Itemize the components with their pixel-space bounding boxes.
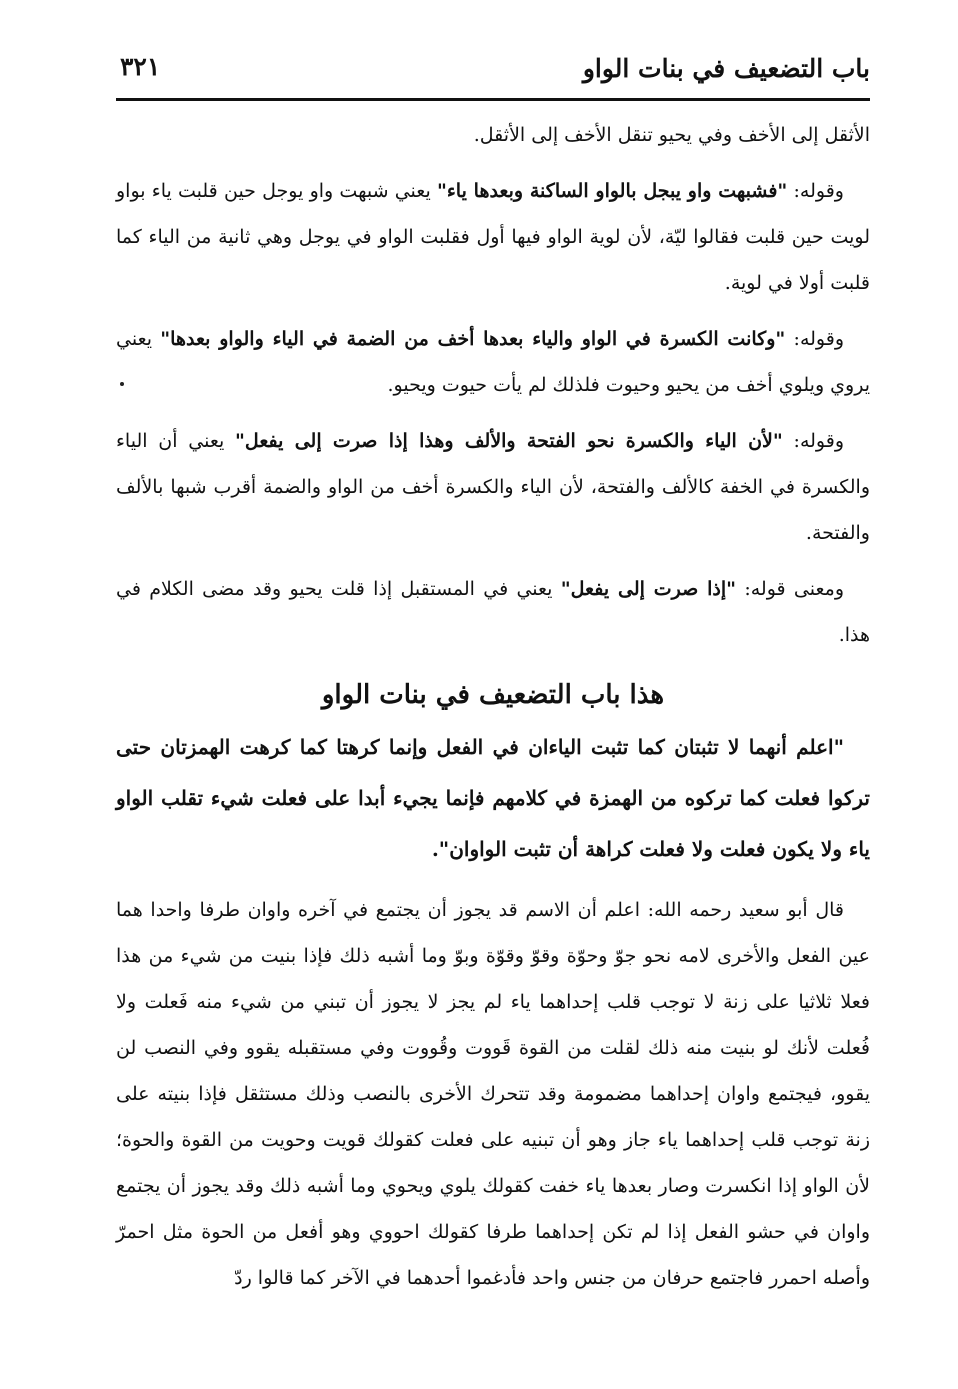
section-heading: هذا باب التضعيف في بنات الواو [321,680,665,710]
p5-quote: "إذا صرت إلى يفعل" [560,578,737,600]
paragraph-1: الأثقل إلى الأخف وفي يحيو تنقل الأخف إلى الأثقل. [473,124,870,146]
p2-rest: يعني شبهت واو يوجل حين قلبت ياء بواو لويت حين قلبت فقالوا ليّة، لأن لوية الواو فيها أول فقلبت الواو في يوجل وهي ثانية من الياء كما قلبت أولا في لوية. [116,180,870,294]
p3-rest: يعني يروي ويلوي أخف من يحيو وحيوت فلذلك لم يأت حيوت ويحيو. [116,328,870,396]
p5-rest: يعني في المستقبل إذا قلت يحيو وقد مضى الكلام في هذا. [116,578,870,646]
p3-quote: "وكانت الكسرة في الواو والياء بعدها أخف من الضمة في الياء والواو بعدها" [160,328,786,350]
paragraph-2 [116,168,870,306]
p4-quote: "لأن الياء والكسرة نحو الفتحة والألف وهذا إذا صرت إلى يفعل" [235,430,783,452]
running-header [116,40,870,101]
p2-intro: وقوله: [787,180,844,202]
p2-quote: "فشبهت واو يبجل بالواو الساكنة وبعدها ياء" [436,180,788,202]
p3-intro: وقوله: [785,328,844,350]
paragraph-5 [116,566,870,658]
p4-rest: يعني أن الياء والكسرة في الخفة كالألف والفتحة، لأن الياء والكسرة أخف من الواو والضمة أقرب شبها بالألف والفتحة. [116,430,870,544]
page-number: ٣٢١ [120,52,161,81]
paragraph-3 [116,316,870,408]
chapter-title: باب التضعيف في بنات الواو [582,54,870,83]
commentary-paragraph: قال أبو سعيد رحمه الله: اعلم أن الاسم قد يجوز أن يجتمع في آخره واوان طرفا واحدا هما عين الفعل والأخرى لامه نحو جوّ وحوّة وقوّ وقوّة وبوّ وما أشبه ذلك فإذا بنيت من شيء من هذا فعلا ثلاثيا على زنة لا توجب قلب إحداهما ياء لم يجز لا يجوز أن تبني من شيء منه فَعلت ولا فُعلت لأنك لو بنيت منه ذلك لقلت من القوة قَووت وقُووت وفي مستقبله يقوو وفي النصب لن يقوو، فيجتمع واوان إحداهما مضمومة وقد تتحرك الأخرى بالنصب وذلك مستثقل فإذا بنيته على زنة توجب قلب إحداهما ياء جاز وهو أن تبنيه على فعلت كقولك قويت وحويت من القوة والحوة؛ لأن الواو إذا انكسرت وصار بعدها ياء خفت كقولك يلوي ويحوي وما أشبه ذلك وقد يجوز أن يجتمع واوان في حشو الفعل إذا لم تكن إحداهما طرفا كقولك احووي وهو أفعل من الحوة مثل احمرّ وأصله احمرر فاجتمع حرفان من جنس واحد فأدغموا أحدهما في الآخر كما قالوا ردّ [116,899,870,1289]
p5-intro: ومعنى قوله: [736,578,844,600]
page-content [116,112,870,1311]
p4-intro: وقوله: [782,430,844,452]
section-quote: "اعلم أنهما لا تثبتان كما تثبت الياءان في الفعل وإنما كرهتا كما كرهت الهمزتان حتى تركوا فعلت كما تركوه من الهمزة في كلامهم فإنما يجيء أبدا على فعلت شيء تقلب الواو ياء ولا يكون فعلت ولا فعلت كراهة أن تثبت الواوان". [116,735,870,861]
paragraph-4 [116,418,870,556]
stray-dot-mark [120,382,124,386]
